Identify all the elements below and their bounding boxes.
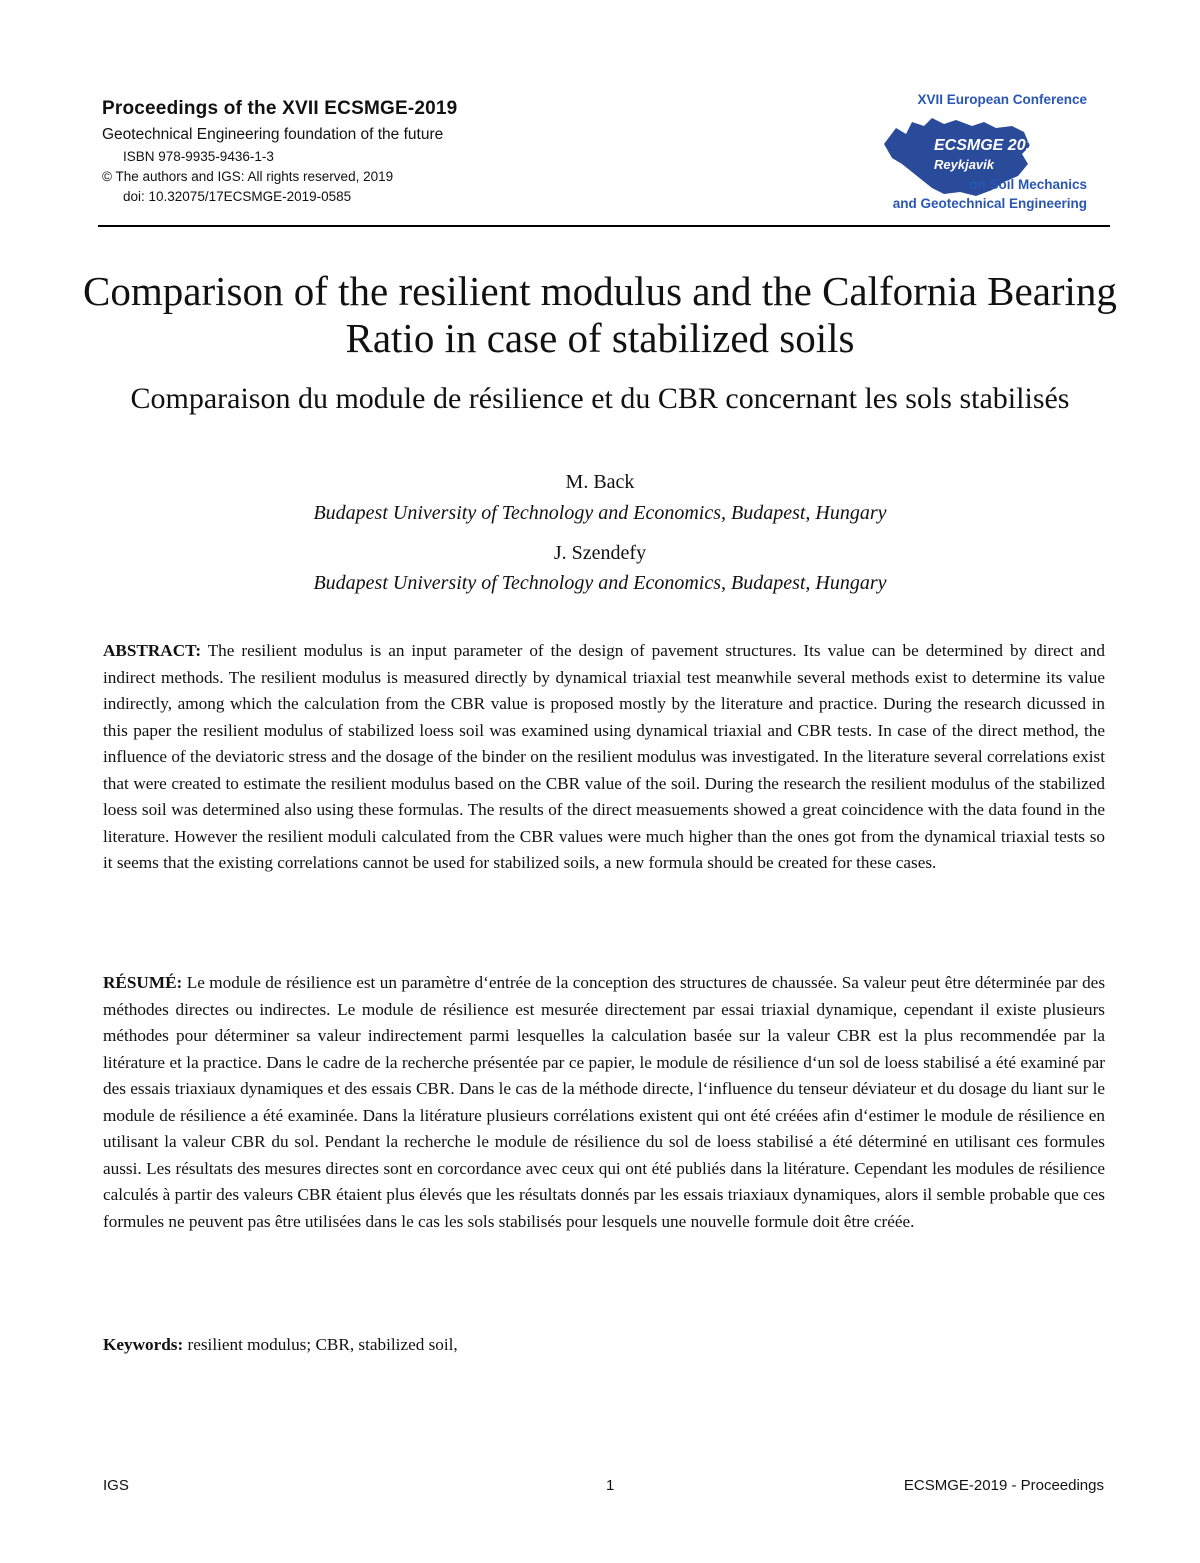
author-name: J. Szendefy xyxy=(553,542,647,564)
keywords-text: resilient modulus; CBR, stabilized soil, xyxy=(187,1335,458,1354)
keywords xyxy=(103,1332,1105,1359)
keywords-label: Keywords: xyxy=(103,1335,184,1354)
footer-left: IGS xyxy=(103,1477,129,1494)
isbn: ISBN 978-9935-9436-1-3 xyxy=(123,149,274,164)
resume xyxy=(103,970,1105,1235)
logo-line3: and Geotechnical Engineering xyxy=(892,196,1087,211)
page-header xyxy=(102,92,1112,220)
proceedings-subtitle: Geotechnical Engineering foundation of the future xyxy=(102,126,444,143)
logo-line1: XVII European Conference xyxy=(917,92,1087,107)
paper-title-french: Comparaison du module de résilience et du CBR concernant les sols stabilisés xyxy=(130,382,1070,415)
doi: doi: 10.32075/17ECSMGE-2019-0585 xyxy=(123,189,352,204)
logo-line2: on Soil Mechanics xyxy=(969,177,1087,192)
abstract-label: ABSTRACT: xyxy=(103,641,202,660)
proceedings-title: Proceedings of the XVII ECSMGE-2019 xyxy=(102,98,458,119)
copyright: © The authors and IGS: All rights reserved, 2019 xyxy=(102,169,394,184)
logo-city: Reykjavik xyxy=(934,157,994,172)
header-divider xyxy=(98,225,1110,227)
ecsmge-logo xyxy=(872,92,1102,214)
abstract xyxy=(103,638,1105,877)
resume-text: Le module de résilience est un paramètre d‘entrée de la conception des structures de chaussée. Sa valeur peut être déterminée par des méthodes directes ou indirectes. Le module de résilience est mesurée directement par essai triaxial dynamique, cependant il existe plusieurs méthodes pour déterminer sa valeur indirectement parmi lesquelles la calculation basée sur la valeur CBR est la plus recommendée par la litérature et la practice. Dans le cadre de la recherche présentée par ce papier, le module de résilience d‘un sol de loess stabilisé a été examiné par des essais triaxiaux dynamiques et des essais CBR. Dans le cas de la méthode directe, l‘influence du tenseur déviateur et du dosage du liant sur le module de résilience a été examinée. Dans la litérature plusieurs corrélations existent qui ont été créées afin d‘estimer le module de résilience en utilisant la valeur CBR du sol. Pendant la recherche le module de résilience du sol de loess stabilisé a été déterminé en utilisant ces formules aussi. Les résultats des mesures directes sont en corcordance avec ceux qui ont été publiés dans la litérature. Cependant les modules de résilience calculés à partir des valeurs CBR étaient plus élevés que les résultats donnés par les essais triaxiaux dynamiques, alors il semble probable que ces formules ne peuvent pas être utilisées dans le cas les sols stabilisés pour lesquels une nouvelle formule doit être créée. xyxy=(103,973,1106,1231)
footer-right: ECSMGE-2019 - Proceedings xyxy=(903,1477,1104,1494)
logo-badge: ECSMGE 2019 xyxy=(934,137,1044,154)
author-affiliation: Budapest University of Technology and Economics, Budapest, Hungary xyxy=(313,572,887,594)
author-affiliation: Budapest University of Technology and Economics, Budapest, Hungary xyxy=(313,502,887,524)
paper-title: Comparison of the resilient modulus and the Calfornia Bearing Ratio in case of stabilized soils xyxy=(83,268,1117,361)
abstract-text: The resilient modulus is an input parameter of the design of pavement structures. Its value can be determined by direct and indirect methods. The resilient modulus is measured directly by dynamical triaxial test meanwhile several methods exist to determine its value indirectly, among which the calculation from the CBR value is proposed mostly by the literature and practice. During the research dicussed in this paper the resilient modulus of stabilized loess soil was examined using dynamical triaxial and CBR tests. In case of the direct method, the influence of the deviatoric stress and the dosage of the binder on the resilient modulus was investigated. In the literature several correlations exist that were created to estimate the resilient modulus based on the CBR value of the soil. During the research the resilient modulus of the stabilized loess soil was determined also using these formulas. The results of the direct measuements showed a great coincidence with the data found in the literature. However the resilient moduli calculated from the CBR values were much higher than the ones got from the dynamical triaxial tests so it seems that the existing correlations cannot be used for stabilized soils, a new formula should be created for these cases. xyxy=(103,641,1105,872)
resume-label: RÉSUMÉ: xyxy=(103,973,183,992)
page-number: 1 xyxy=(606,1477,615,1494)
proceedings-info xyxy=(102,96,457,204)
author-name: M. Back xyxy=(565,471,635,493)
